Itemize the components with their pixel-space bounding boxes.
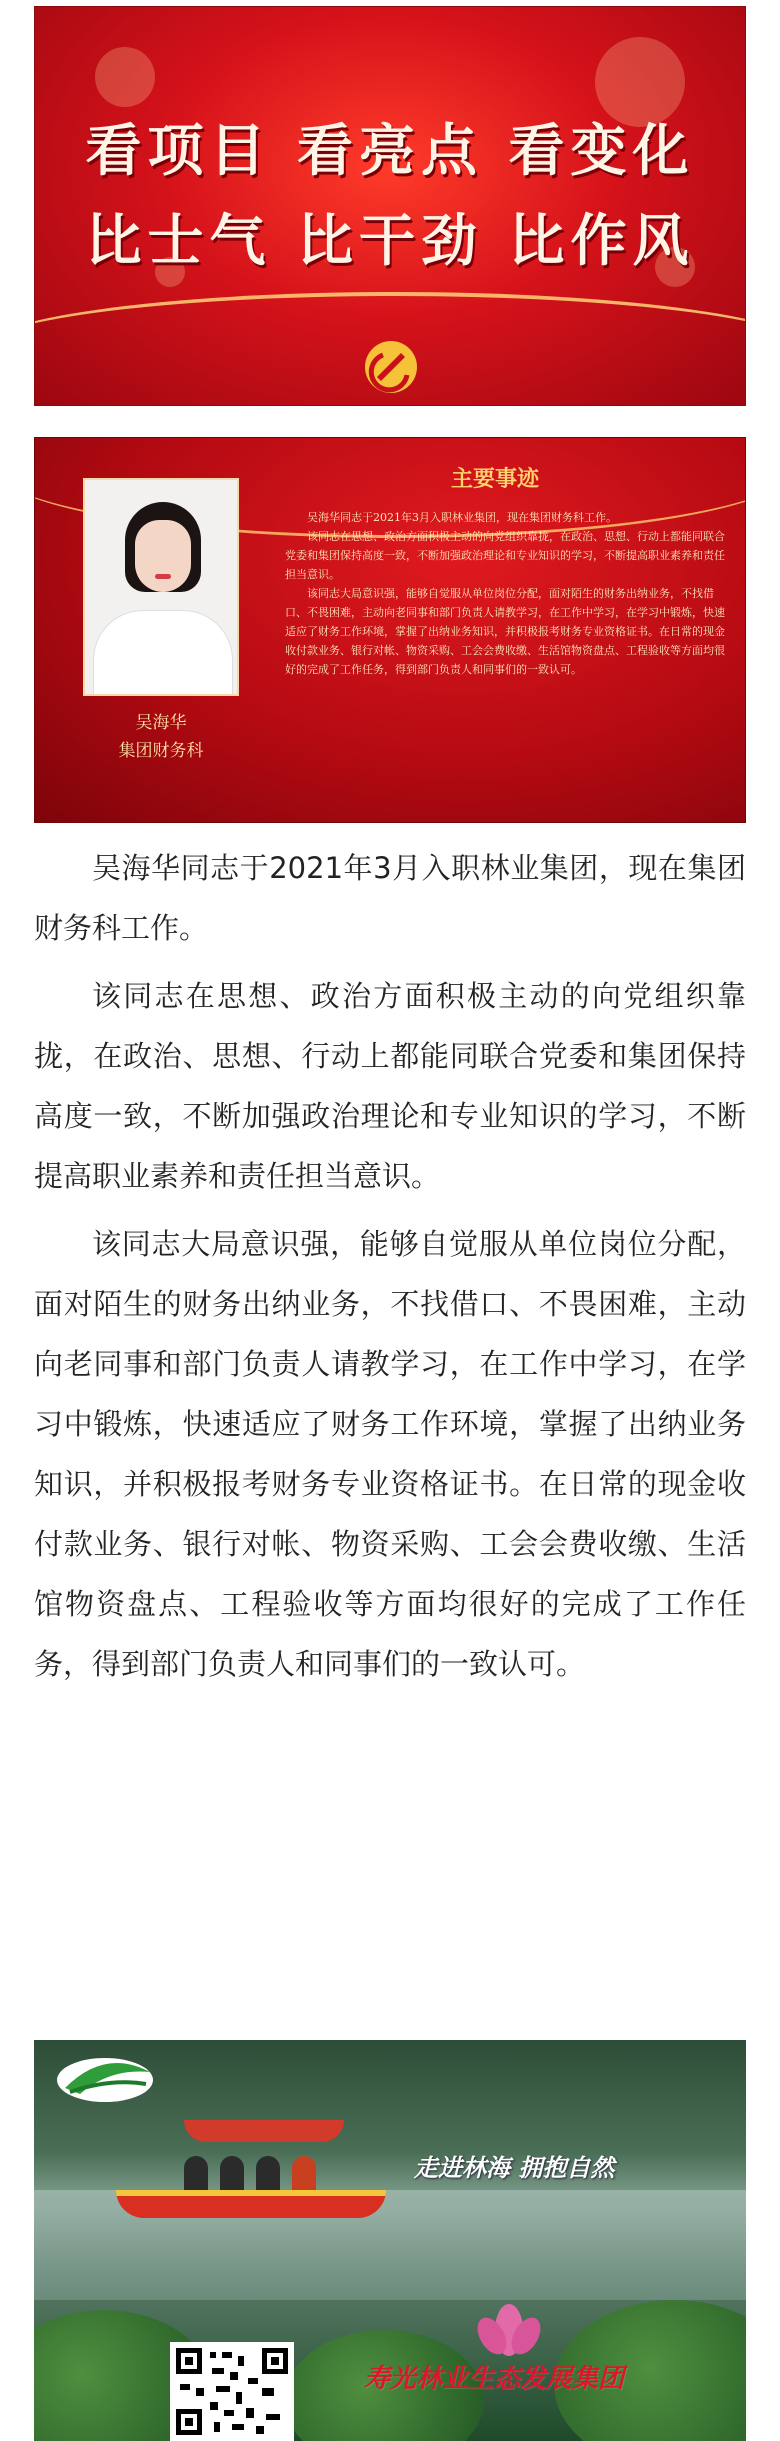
profile-paragraph: 吴海华同志于2021年3月入职林业集团，现在集团财务科工作。 — [307, 511, 617, 524]
boat — [116, 2190, 386, 2218]
profile-name: 吴海华 — [135, 713, 187, 733]
photo-shirt — [93, 610, 233, 696]
profile-body — [285, 508, 725, 679]
passenger — [184, 2156, 208, 2194]
article-body — [34, 838, 746, 1702]
article-paragraph: 吴海华同志于2021年3月入职林业集团，现在集团财务科工作。 — [34, 851, 746, 945]
boat — [184, 2120, 344, 2142]
passenger — [256, 2156, 280, 2194]
header-banner — [34, 6, 746, 406]
profile-title: 主要事迹 — [450, 466, 539, 492]
photo-face — [135, 520, 191, 592]
profile-department: 集团财务科 — [118, 741, 204, 761]
profile-paragraph: 该同志在思想、政治方面积极主动的向党组织靠拢，在政治、思想、行动上都能同联合党委和集团保持高度一致，不断加强政治理论和专业知识的学习，不断提高职业素养和责任担当意识。 — [285, 530, 725, 581]
boat-passengers — [184, 2152, 324, 2194]
profile-paragraph: 该同志大局意识强，能够自觉服从单位岗位分配，面对陌生的财务出纳业务，不找借口、不畏困难，主动向老同事和部门负责人请教学习，在工作中学习，在学习中锻炼，快速适应了财务工作环境，掌握了出纳业务知识，并积极报考财务专业资格证书。在日常的现金收付款业务、银行对帐、物资采购、工会会费收缴、生活馆物资盘点、工程验收等方面均很好的完成了工作任务，得到部门负责人和同事们的一致认可。 — [285, 587, 725, 676]
qr-pattern — [176, 2348, 288, 2435]
scene-slogan: 走进林海 拥抱自然 — [414, 2153, 615, 2182]
qr-code-icon[interactable] — [170, 2342, 294, 2441]
passenger — [220, 2156, 244, 2194]
passenger — [292, 2156, 316, 2194]
profile-photo — [83, 478, 239, 696]
scene-organization: 寿光林业生态发展集团 — [364, 2364, 625, 2394]
photo-lips — [155, 574, 171, 579]
article-paragraph: 该同志在思想、政治方面积极主动的向党组织靠拢，在政治、思想、行动上都能同联合党委和集团保持高度一致，不断加强政治理论和专业知识的学习，不断提高职业素养和责任担当意识。 — [34, 979, 746, 1193]
bokeh-light — [95, 47, 155, 107]
profile-card — [34, 437, 746, 823]
lotus-icon — [464, 2290, 554, 2360]
banner-line-2: 比士气 比干劲 比作风 — [85, 208, 695, 274]
footer-scene-image — [34, 2040, 746, 2441]
article-paragraph: 该同志大局意识强，能够自觉服从单位岗位分配，面对陌生的财务出纳业务，不找借口、不畏困难，主动向老同事和部门负责人请教学习，在工作中学习，在学习中锻炼，快速适应了财务工作环境，掌握了出纳业务知识，并积极报考财务专业资格证书。在日常的现金收付款业务、银行对帐、物资采购、工会会费收缴、生活馆物资盘点、工程验收等方面均很好的完成了工作任务，得到部门负责人和同事们的一致认可。 — [34, 1227, 746, 1681]
company-logo-icon — [50, 2048, 160, 2118]
banner-line-1: 看项目 看亮点 看变化 — [85, 118, 695, 184]
party-emblem-icon — [361, 337, 421, 397]
